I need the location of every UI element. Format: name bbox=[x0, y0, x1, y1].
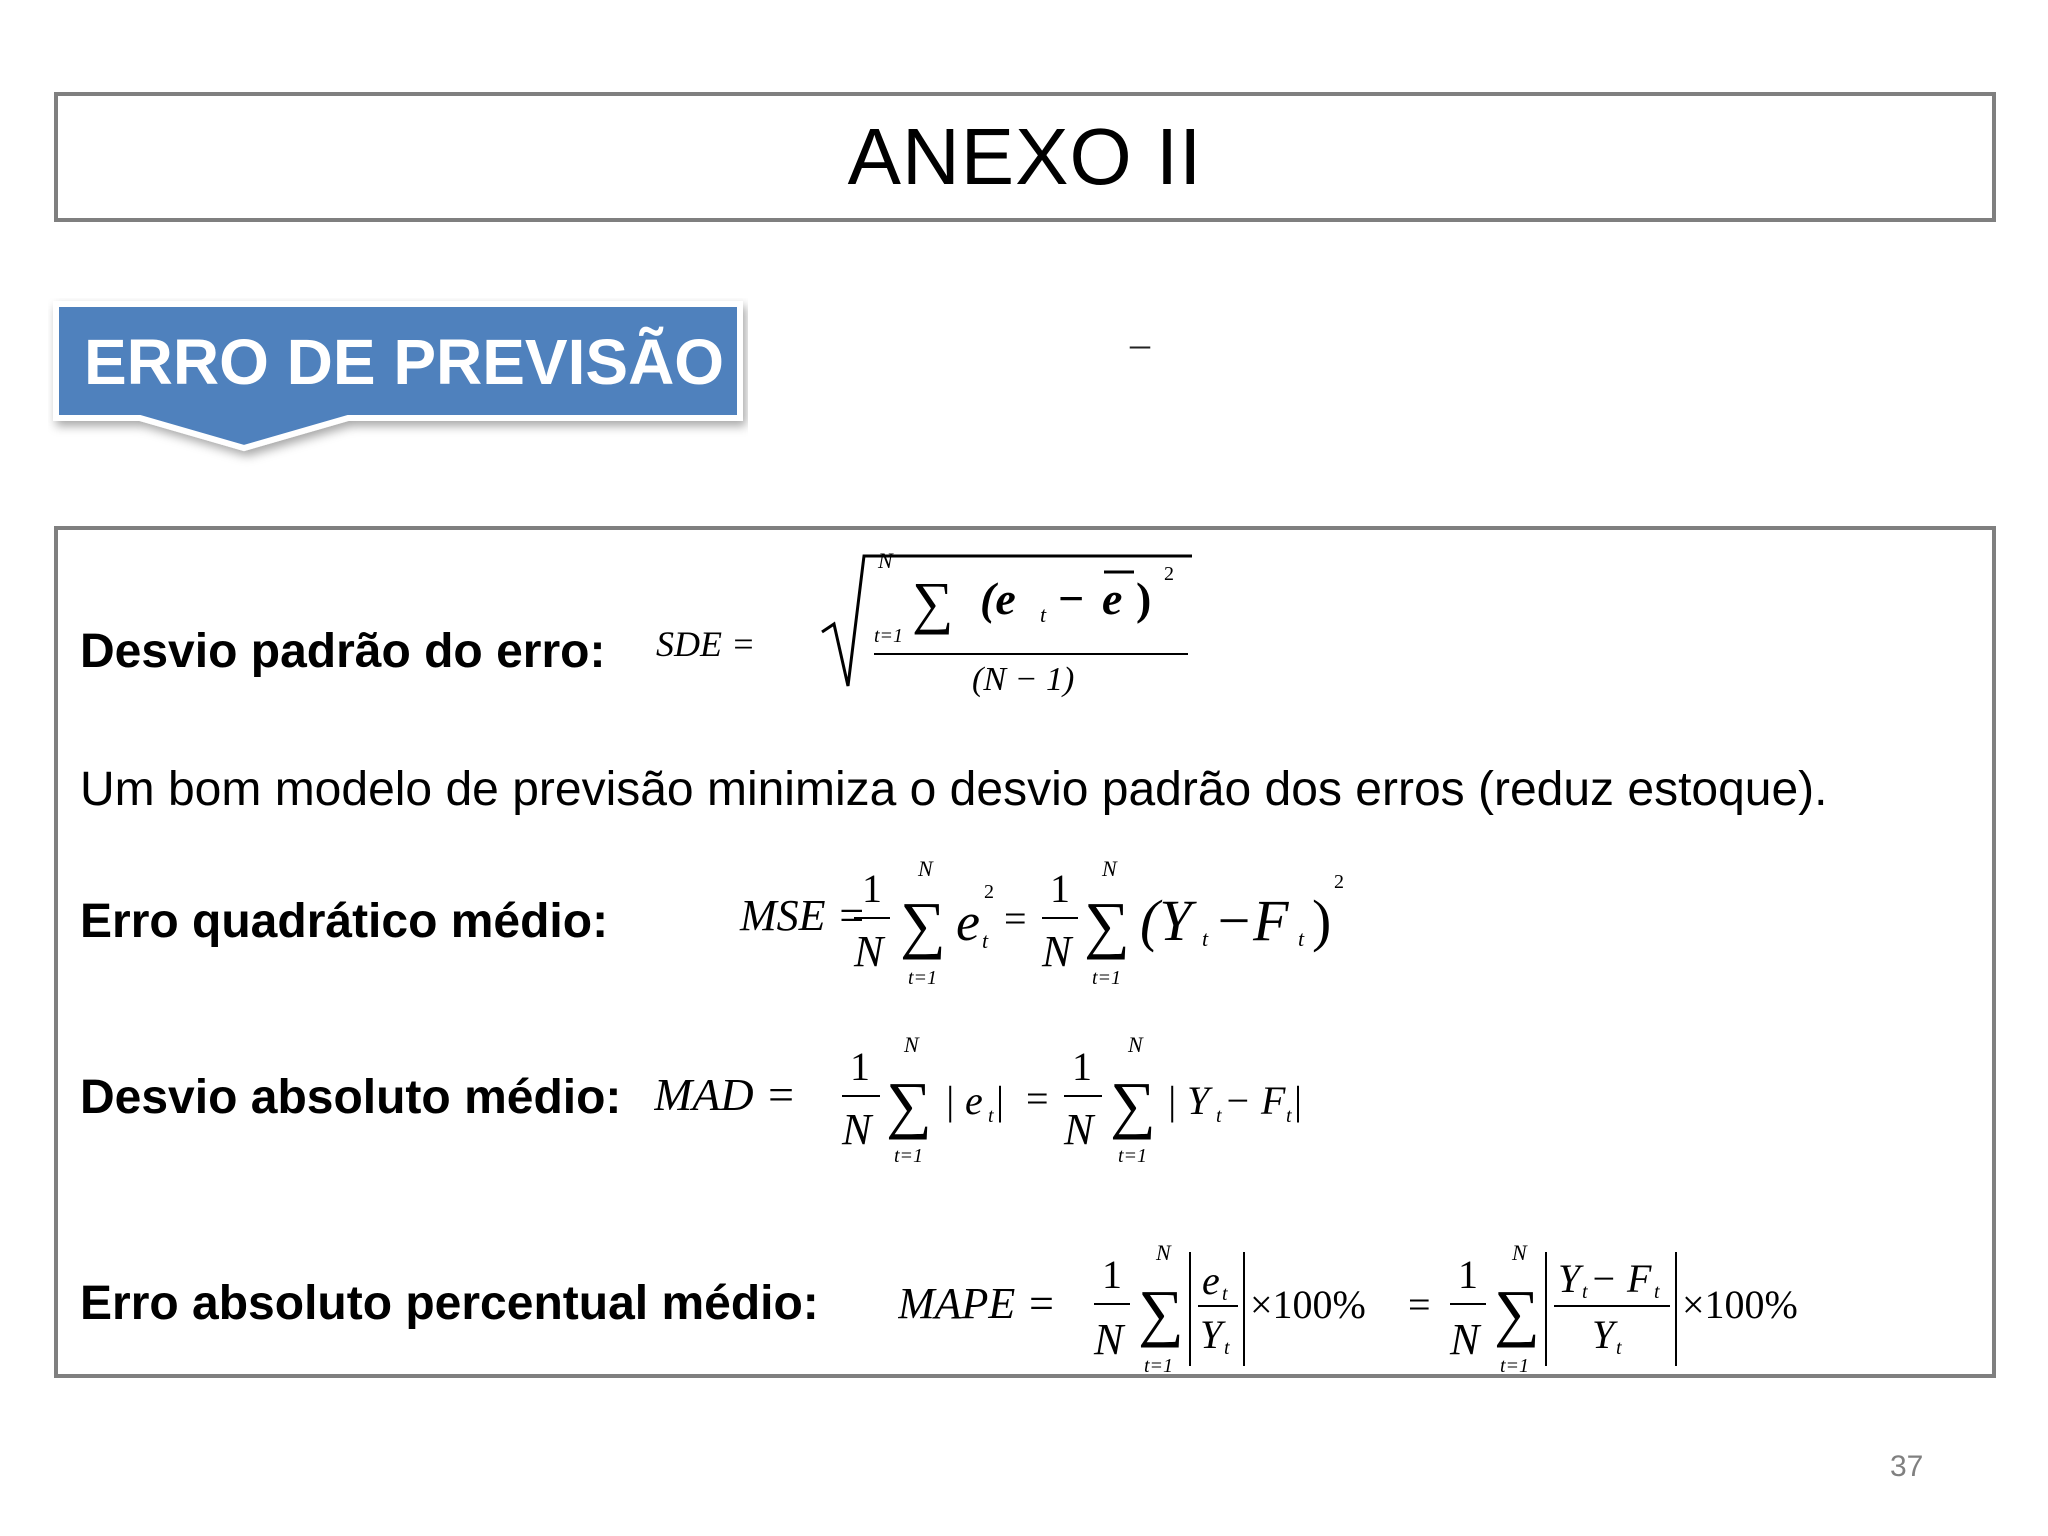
mad-term1: | e bbox=[944, 1078, 983, 1123]
mse-sum-top-2: N bbox=[1102, 856, 1117, 881]
sde-close: ) bbox=[1136, 573, 1152, 624]
mape-sigma-1: ∑ bbox=[1138, 1277, 1184, 1348]
mse-n-1: N bbox=[854, 927, 884, 976]
mad-sub-2: t bbox=[1216, 1105, 1222, 1127]
mad-sum-top-2: N bbox=[1128, 1032, 1143, 1057]
mad-term2-close: | bbox=[1294, 1078, 1303, 1123]
mad-sum-top-1: N bbox=[904, 1032, 919, 1057]
mad-term2-minus: − F bbox=[1224, 1078, 1286, 1123]
mape-formula bbox=[898, 1234, 1988, 1384]
mad-sub-1: t bbox=[988, 1105, 994, 1127]
mad-eq: = bbox=[1026, 1076, 1049, 1121]
sde-bar-var: e bbox=[1102, 573, 1123, 624]
mad-label: Desvio absoluto médio: bbox=[80, 1071, 622, 1124]
mse-power-2: 2 bbox=[1334, 871, 1344, 893]
mape-sub-1: t bbox=[1222, 1283, 1228, 1305]
mse-sum-bottom-1: t=1 bbox=[908, 967, 938, 989]
mad-n-2: N bbox=[1064, 1105, 1094, 1154]
note-text: Um bom modelo de previsão minimiza o desvio padrão dos erros (reduz estoque). bbox=[80, 763, 1828, 816]
mse-sub-1: t bbox=[982, 928, 989, 953]
mape-n-1: N bbox=[1094, 1315, 1124, 1364]
mape-frac2-num-b: − F bbox=[1590, 1256, 1652, 1301]
mape-one-1: 1 bbox=[1102, 1252, 1122, 1297]
page-number: 37 bbox=[1890, 1450, 1924, 1483]
mse-one-1: 1 bbox=[862, 866, 882, 911]
mse-n-2: N bbox=[1042, 927, 1072, 976]
mad-term1-close: | bbox=[996, 1078, 1005, 1123]
sde-sum-sigma: ∑ bbox=[912, 570, 954, 635]
stray-mark: – bbox=[1130, 321, 1150, 366]
sde-numerator: (e bbox=[980, 573, 1016, 624]
mad-one-2: 1 bbox=[1072, 1044, 1092, 1089]
mape-sum-top-1: N bbox=[1156, 1240, 1171, 1265]
mad-lhs: MAD = bbox=[654, 1069, 797, 1120]
mape-n-2: N bbox=[1450, 1315, 1480, 1364]
mape-sub-2: t bbox=[1224, 1337, 1230, 1359]
mad-term2: | Y bbox=[1166, 1078, 1210, 1123]
mape-one-2: 1 bbox=[1458, 1252, 1478, 1297]
mse-term1: e bbox=[956, 892, 980, 952]
mape-sum-bottom-1: t=1 bbox=[1144, 1355, 1174, 1377]
mse-sigma-1: ∑ bbox=[900, 889, 946, 960]
section-callout bbox=[48, 298, 748, 468]
mape-sub-5: t bbox=[1616, 1337, 1622, 1359]
mse-formula bbox=[698, 846, 1478, 1006]
mape-eq: = bbox=[1408, 1282, 1431, 1327]
mape-sub-4: t bbox=[1654, 1281, 1660, 1303]
mse-sigma-2: ∑ bbox=[1084, 889, 1130, 960]
mad-sum-bottom-1: t=1 bbox=[894, 1145, 924, 1167]
sde-sum-bottom: t=1 bbox=[874, 625, 904, 647]
mse-term2-close: ) bbox=[1312, 888, 1332, 953]
mad-one-1: 1 bbox=[850, 1044, 870, 1089]
mape-sum-top-2: N bbox=[1512, 1240, 1527, 1265]
mad-formula bbox=[654, 1018, 1434, 1178]
slide-title: ANEXO II bbox=[847, 112, 1203, 201]
mad-n-1: N bbox=[842, 1105, 872, 1154]
mape-frac1-den: Y bbox=[1200, 1312, 1223, 1357]
mape-frac1-num: e bbox=[1202, 1258, 1220, 1303]
mape-times-2: ×100% bbox=[1682, 1282, 1798, 1327]
mad-sub-3: t bbox=[1286, 1105, 1292, 1127]
mad-sigma-1: ∑ bbox=[886, 1069, 932, 1140]
mape-label: Erro absoluto percentual médio: bbox=[80, 1277, 819, 1330]
mse-term2-minus: −F bbox=[1214, 888, 1289, 953]
sde-minus: − bbox=[1058, 573, 1085, 624]
mape-sum-bottom-2: t=1 bbox=[1500, 1355, 1530, 1377]
mse-sum-bottom-2: t=1 bbox=[1092, 967, 1122, 989]
mape-times-1: ×100% bbox=[1250, 1282, 1366, 1327]
mse-sum-top-1: N bbox=[918, 856, 933, 881]
mape-lhs: MAPE = bbox=[898, 1279, 1056, 1328]
sde-sub: t bbox=[1040, 602, 1047, 627]
mad-sigma-2: ∑ bbox=[1110, 1069, 1156, 1140]
mape-sigma-2: ∑ bbox=[1494, 1277, 1540, 1348]
sde-denominator: (N − 1) bbox=[972, 661, 1075, 698]
sde-label: Desvio padrão do erro: bbox=[80, 625, 606, 678]
mse-term2-open: (Y bbox=[1140, 888, 1192, 953]
mse-one-2: 1 bbox=[1050, 866, 1070, 911]
mse-power-1: 2 bbox=[984, 881, 994, 903]
sde-power: 2 bbox=[1164, 563, 1174, 585]
content-box bbox=[54, 526, 1996, 1378]
mape-frac2-num-a: Y bbox=[1558, 1256, 1581, 1301]
mad-sum-bottom-2: t=1 bbox=[1118, 1145, 1148, 1167]
mse-lhs: MSE = bbox=[740, 891, 867, 940]
sde-formula bbox=[652, 538, 1212, 708]
mse-sub-2: t bbox=[1202, 926, 1209, 951]
mape-frac2-den: Y bbox=[1592, 1312, 1615, 1357]
mse-label: Erro quadrático médio: bbox=[80, 895, 609, 948]
mse-eq: = bbox=[1004, 896, 1027, 941]
title-box bbox=[54, 92, 1996, 222]
sde-sum-top: N bbox=[878, 548, 893, 573]
mape-sub-3: t bbox=[1582, 1281, 1588, 1303]
mse-sub-3: t bbox=[1298, 926, 1305, 951]
callout-label: ERRO DE PREVISÃO bbox=[83, 326, 725, 398]
sde-lhs: SDE = bbox=[656, 624, 756, 664]
